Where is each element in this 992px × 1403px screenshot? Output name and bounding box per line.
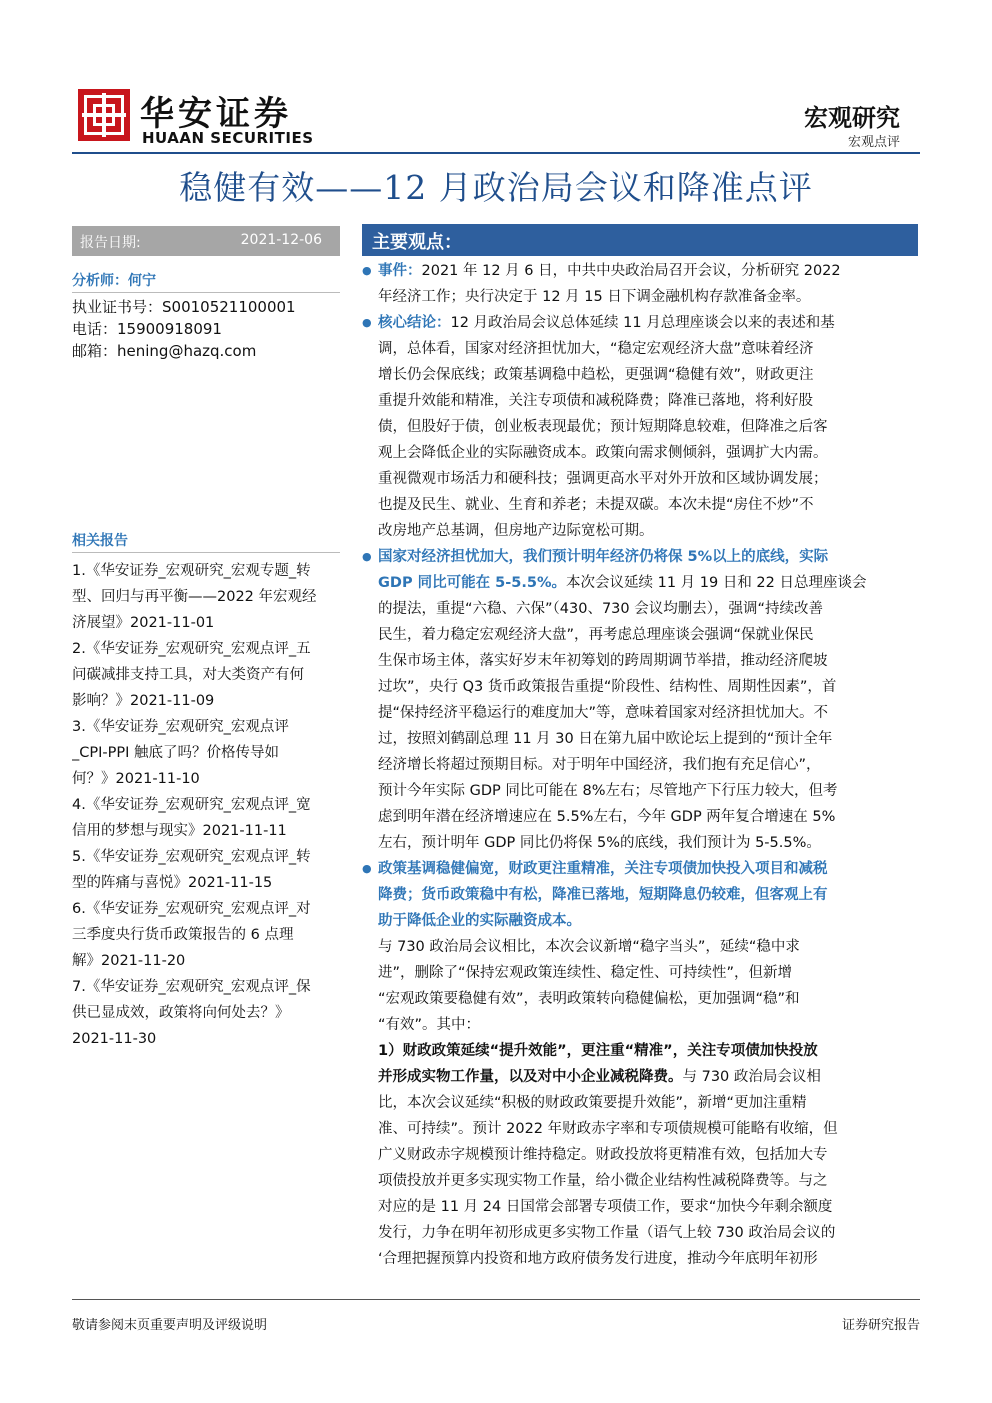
related-report-line: 济展望》2021-11-01 — [72, 615, 215, 631]
footer-divider — [72, 1299, 920, 1300]
analyst-email: 邮箱：hening@hazq.com — [72, 342, 257, 360]
main-views-heading-bar — [362, 224, 918, 256]
body-line: 助于降低企业的实际融资成本。 — [378, 913, 581, 929]
related-report-line: 1.《华安证券_宏观研究_宏观专题_转 — [72, 563, 311, 579]
analyst-phone: 电话：15900918091 — [72, 320, 222, 338]
related-report-line: 2.《华安证券_宏观研究_宏观点评_五 — [72, 641, 311, 657]
related-divider — [72, 552, 340, 553]
fiscal-bold-line: 1）财政政策延续“提升效能”，更注重“精准”，关注专项债加快投放 — [378, 1043, 818, 1059]
related-report-line: 供已显成效，政策将向何处去？》 — [72, 1005, 290, 1021]
body-line: 与 730 政治局会议相比，本次会议新增“稳字当头”，延续“稳中求 — [378, 939, 800, 955]
body-line: 过坎”，央行 Q3 货币政策报告重提“阶段性、结构性、周期性因素”，首 — [378, 679, 837, 695]
body-line: 广义财政赤字规模预计维持稳定。财政投放将更精准有效，包括加大专 — [378, 1147, 828, 1163]
conclusion-lines — [378, 336, 906, 544]
related-report-line: 型、回归与再平衡——2022 年宏观经 — [72, 589, 317, 605]
related-report-line: 三季度央行货币政策报告的 6 点理 — [72, 927, 294, 943]
growth-highlight-line: 国家对经济担忧加大，我们预计明年经济仍将保 5%以上的底线，实际 — [378, 549, 829, 565]
footer-disclaimer: 敬请参阅末页重要声明及评级说明 — [72, 1318, 268, 1333]
body-line: 债，但股好于债，创业板表现最优；预计短期降息较难，但降准之后客 — [378, 419, 828, 435]
event-label: 事件： — [378, 263, 422, 279]
related-report-line: _CPI-PPI 触底了吗？价格传导如 — [72, 745, 279, 761]
related-reports-list — [72, 558, 342, 1052]
header-divider — [72, 152, 920, 154]
analyst-divider — [72, 292, 340, 293]
growth-highlight-line: GDP 同比可能在 5-5.5%。 — [378, 575, 566, 591]
bullet-icon: ● — [362, 862, 372, 875]
related-report-line: 4.《华安证券_宏观研究_宏观点评_宽 — [72, 797, 311, 813]
growth-paragraph — [362, 544, 906, 856]
body-line: 与 730 政治局会议相 — [682, 1069, 821, 1085]
body-line: 对应的是 11 月 24 日国常会部署专项债工作，要求“加快今年剩余额度 — [378, 1199, 833, 1215]
body-line: 项债投放并更多实现实物工作量，给小微企业结构性减税降费等。与之 — [378, 1173, 828, 1189]
report-date-value: 2021-12-06 — [240, 232, 322, 248]
body-line: 比，本次会议延续“积极的财政政策要提升效能”，新增“更加注重精 — [378, 1095, 807, 1111]
body-line: 民生，着力稳定宏观经济大盘”，再考虑总理座谈会强调“保就业保民 — [378, 627, 814, 643]
fiscal-paragraph — [362, 1038, 906, 1272]
body-line: 重视微观市场活力和硬科技；强调更高水平对外开放和区域协调发展； — [378, 471, 828, 487]
body-line: 提“保持经济平稳运行的难度加大”等，意味着国家对经济担忧加大。不 — [378, 705, 829, 721]
body-line: 调，总体看，国家对经济担忧加大，“稳定宏观经济大盘”意味着经济 — [378, 341, 814, 357]
body-line: 过，按照刘鹤副总理 11 月 30 日在第九届中欧论坛上提到的“预计全年 — [378, 731, 833, 747]
related-report-line: 何？》2021-11-10 — [72, 771, 200, 787]
related-report-line: 6.《华安证券_宏观研究_宏观点评_对 — [72, 901, 311, 917]
related-reports-heading: 相关报告 — [72, 533, 128, 549]
growth-lines — [378, 596, 906, 856]
related-report-line: 5.《华安证券_宏观研究_宏观点评_转 — [72, 849, 311, 865]
related-report-line: 解》2021-11-20 — [72, 953, 186, 969]
related-report-line: 7.《华安证券_宏观研究_宏观点评_保 — [72, 979, 311, 995]
bullet-icon: ● — [362, 550, 372, 563]
analyst-cert: 执业证书号：S0010521100001 — [72, 298, 296, 316]
body-line: 的提法，重提“六稳、六保”（430、730 会议均删去），强调“持续改善 — [378, 601, 823, 617]
related-report-line: 影响？》2021-11-09 — [72, 693, 215, 709]
analyst-name: 分析师：何宁 — [72, 273, 156, 289]
related-report-line: 3.《华安证券_宏观研究_宏观点评 — [72, 719, 289, 735]
body-line: 经济增长将超过预期目标。对于明年中国经济，我们抱有充足信心”， — [378, 757, 821, 773]
body-line: 重提升效能和精准，关注专项债和减税降费；降准已落地，将利好股 — [378, 393, 813, 409]
conclusion-label: 核心结论： — [378, 315, 451, 331]
body-line: 虑到明年潜在经济增速应在 5.5%左右，今年 GDP 两年复合增速在 5% — [378, 809, 836, 825]
bullet-icon: ● — [362, 264, 372, 277]
body-line: 也提及民生、就业、生育和养老；未提双碳。本次未提“房住不炒”不 — [378, 497, 814, 513]
footer-report-type: 证券研究报告 — [841, 1318, 920, 1333]
body-line: 降费；货币政策稳中有松，降准已落地，短期降息仍较难，但客观上有 — [378, 887, 828, 903]
fiscal-bold-line: 并形成实物工作量，以及对中小企业减税降费。 — [378, 1069, 683, 1085]
fiscal-lines — [378, 1090, 906, 1272]
body-line: 本次会议延续 11 月 19 日和 22 日总理座谈会 — [565, 575, 867, 591]
conclusion-paragraph — [362, 310, 906, 544]
body-line: 年经济工作；央行决定于 12 月 15 日下调金融机构存款准备金率。 — [378, 289, 811, 305]
related-report-line: 2021-11-30 — [72, 1031, 157, 1047]
body-line: 12 月政治局会议总体延续 11 月总理座谈会以来的表述和基 — [450, 315, 835, 331]
brand-name-cn: 华安证券 — [140, 94, 292, 134]
main-views-heading: 主要观点： — [372, 232, 462, 253]
bullet-icon: ● — [362, 316, 372, 329]
body-line: 改房地产总基调，但房地产边际宽松可期。 — [378, 523, 654, 539]
main-body — [362, 258, 906, 1272]
body-line: 增长仍会保底线；政策基调稳中趋松，更强调“稳健有效”，财政更注 — [378, 367, 814, 383]
body-line: 左右，预计明年 GDP 同比仍将保 5%的底线，我们预计为 5-5.5%。 — [378, 835, 821, 851]
body-line: 2021 年 12 月 6 日，中共中央政治局召开会议，分析研究 2022 — [421, 263, 841, 279]
logo-icon — [78, 89, 130, 141]
body-line: 观上会降低企业的实际融资成本。政策向需求侧倾斜，强调扩大内需。 — [378, 445, 828, 461]
policy-highlight-lines — [378, 856, 906, 934]
related-report-line: 型的阵痛与喜悦》2021-11-15 — [72, 875, 273, 891]
body-line: “宏观政策要稳健有效”，表明政策转向稳健偏松，更加强调“稳”和 — [378, 991, 800, 1007]
body-line: 发行，力争在明年初形成更多实物工作量（语气上较 730 政治局会议的 — [378, 1225, 836, 1241]
section-subtitle: 宏观点评 — [847, 135, 900, 150]
related-report-line: 信用的梦想与现实》2021-11-11 — [72, 823, 287, 839]
body-line: 准、可持续”。预计 2022 年财政赤字率和专项债规模可能略有收缩，但 — [378, 1121, 838, 1137]
body-line: 预计今年实际 GDP 同比可能在 8%左右；尽管地产下行压力较大，但考 — [378, 783, 838, 799]
body-line: ‘合理把握预算内投资和地方政府债务发行进度，推动今年底明年初形 — [378, 1251, 818, 1267]
page-title: 稳健有效——12 月政治局会议和降准点评 — [179, 168, 813, 207]
report-date-label: 报告日期: — [80, 235, 141, 251]
policy-lines — [362, 934, 906, 1038]
policy-paragraph — [362, 856, 906, 934]
related-report-line: 问碳减排支持工具，对大类资产有何 — [72, 667, 304, 683]
body-line: 政策基调稳健偏宽，财政更注重精准，关注专项债加快投入项目和减税 — [378, 861, 828, 877]
event-paragraph — [362, 258, 906, 310]
brand-name-en: HUAAN SECURITIES — [142, 129, 314, 147]
report-date-bar — [72, 226, 340, 256]
body-line: 生保市场主体，落实好岁末年初筹划的跨周期调节举措，推动经济爬坡 — [378, 653, 828, 669]
section-title: 宏观研究 — [804, 103, 900, 132]
body-line: 进”，删除了“保持宏观政策连续性、稳定性、可持续性”，但新增 — [378, 965, 793, 981]
body-line: “有效”。其中： — [378, 1017, 481, 1033]
